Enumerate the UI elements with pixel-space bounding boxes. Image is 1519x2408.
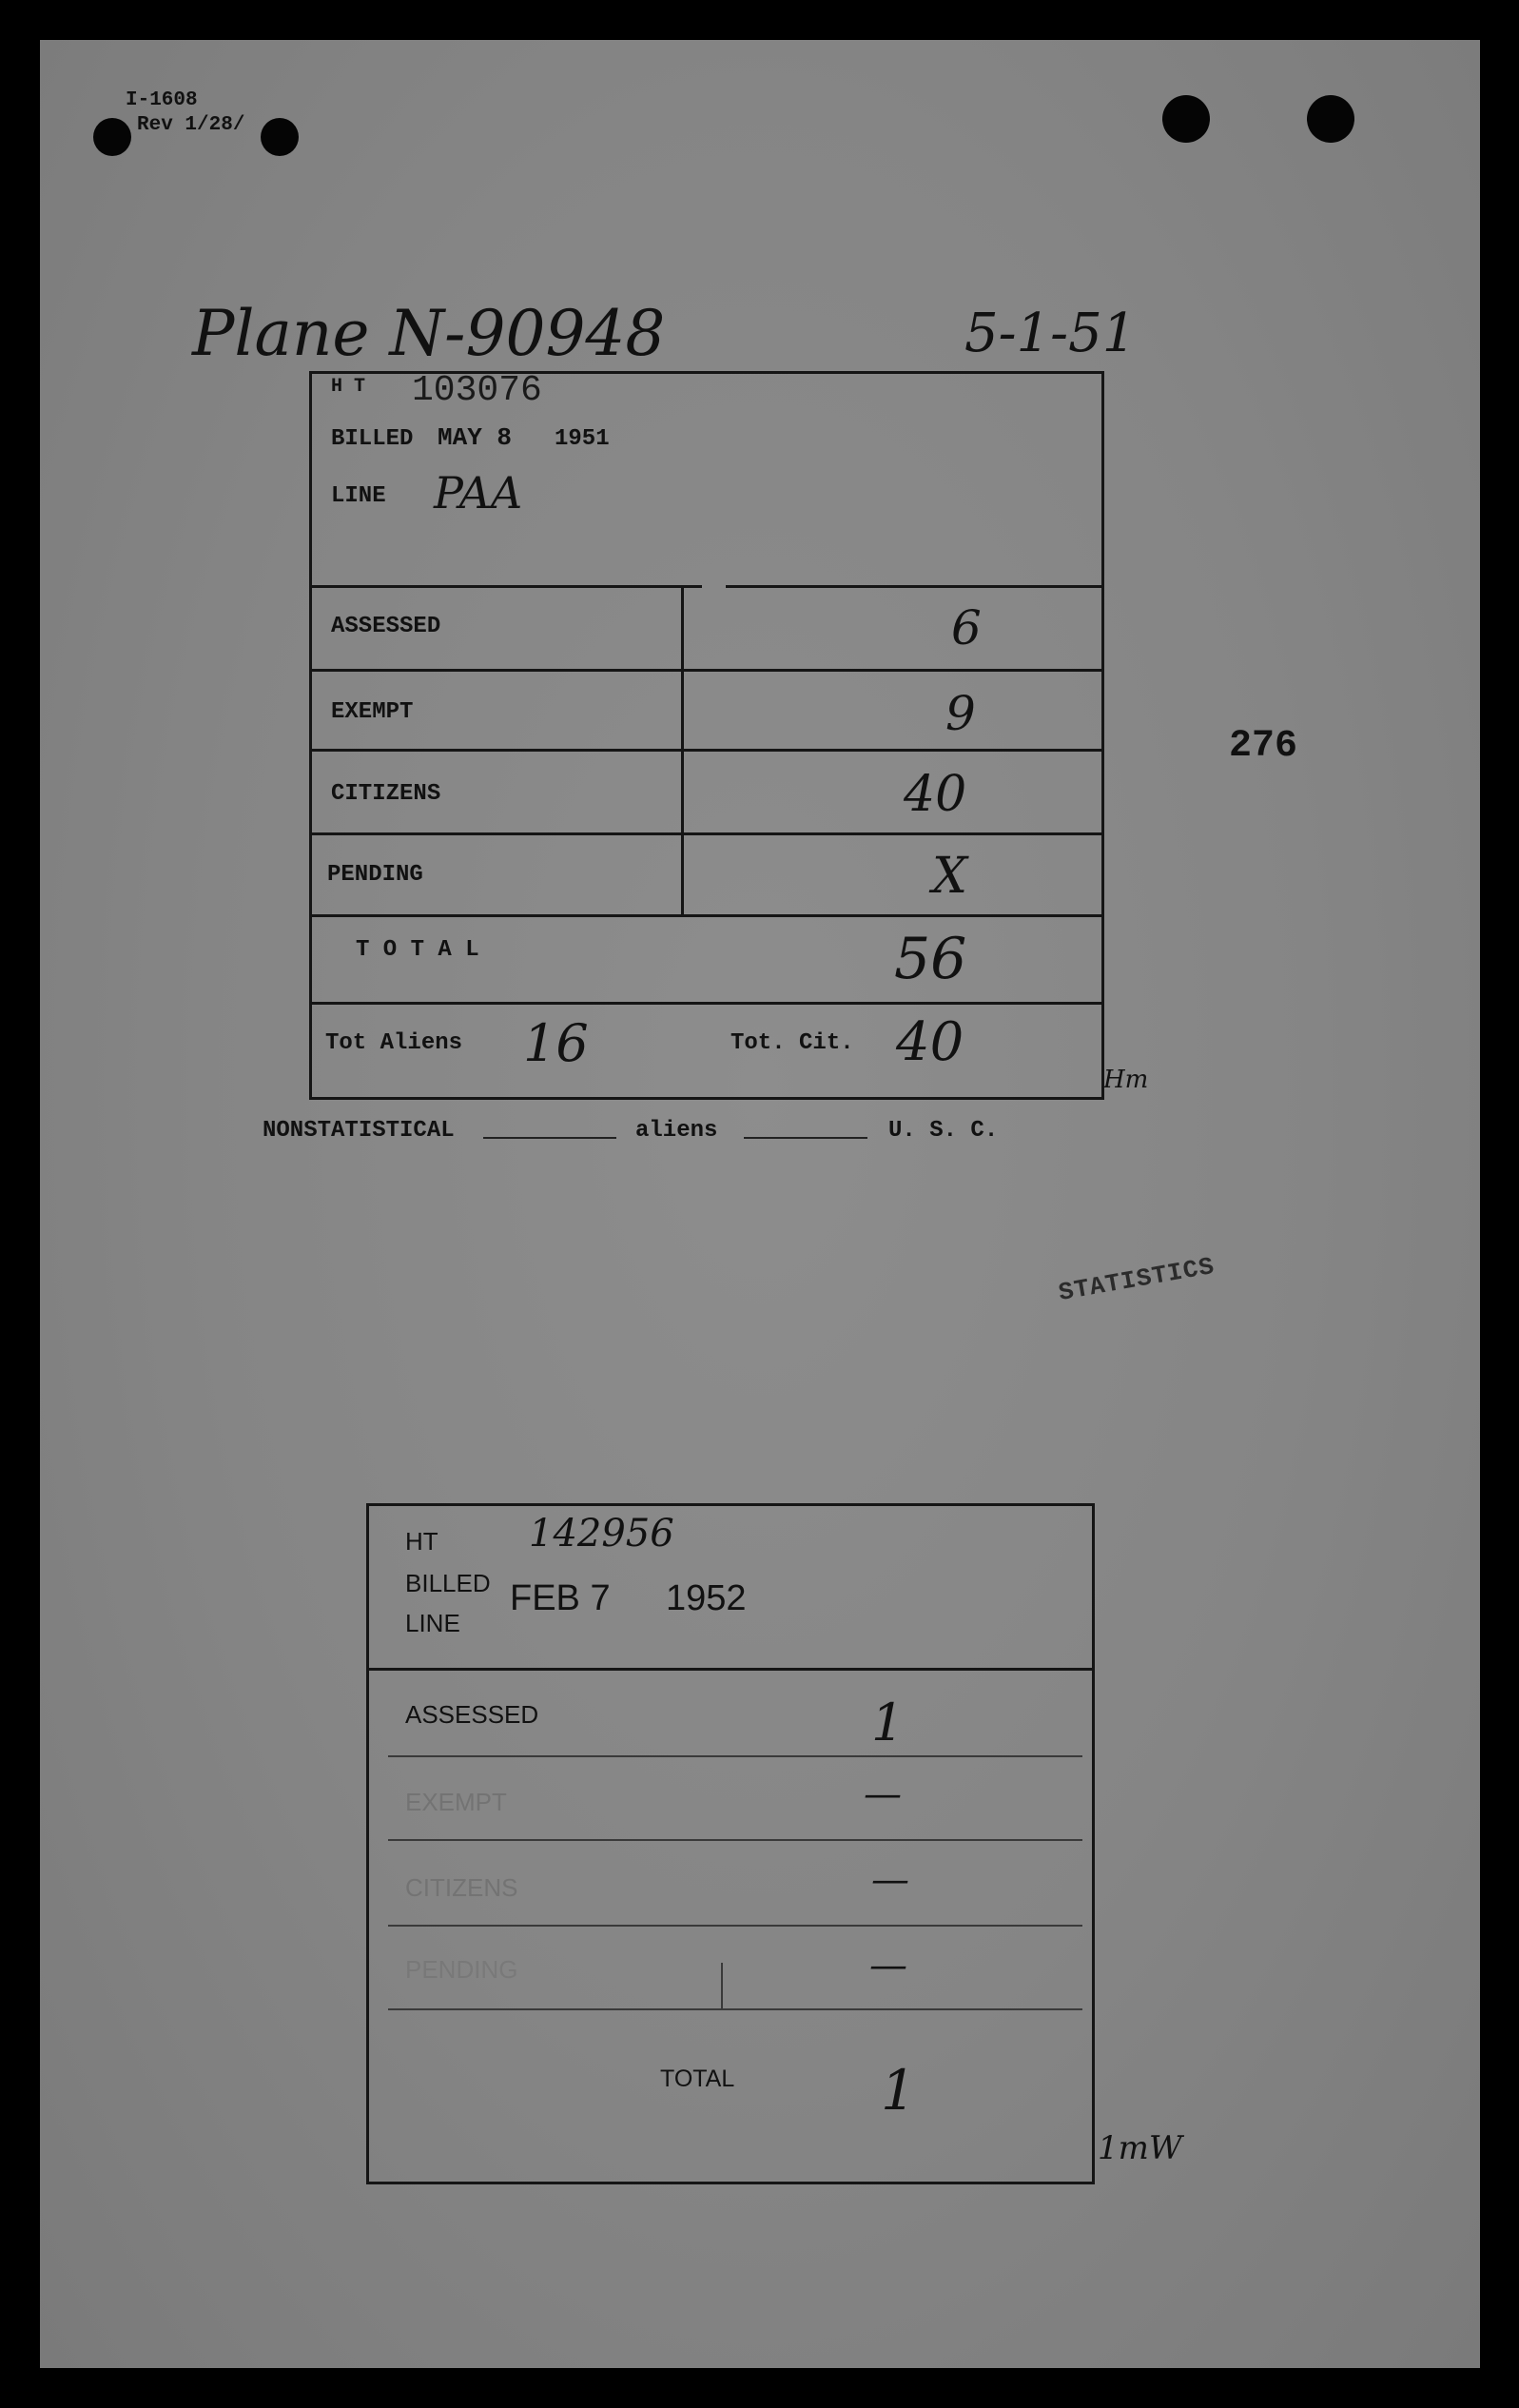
row-label-assessed: ASSESSED [405,1700,539,1729]
row-value-citizens: 40 [904,766,967,823]
row-label-exempt: EXEMPT [405,1788,507,1816]
row-value-exempt: — [864,1772,902,1816]
tot-cit-label: Tot. Cit. [730,1030,854,1056]
tot-aliens-label: Tot Aliens [325,1030,463,1056]
page-number: 276 [1229,725,1298,768]
punch-hole-left-2 [261,118,299,156]
row-label-citizens: CITIZENS [331,781,441,807]
statistics-card-1952 [366,1503,1095,2184]
line-label: LINE [331,483,386,509]
billed-label: BILLED [331,426,414,452]
divider [312,914,1101,917]
ht-label: H T [331,376,366,398]
divider [312,832,1101,835]
document-date: 5-1-51 [964,303,1137,364]
punch-hole-right-2 [1307,95,1354,143]
usc-label: U. S. C. [888,1118,999,1144]
row-value-exempt: 9 [945,686,976,741]
card-1951-initials: Hm [1103,1066,1149,1094]
row-value-citizens: — [871,1858,909,1902]
billed-label: BILLED [405,1569,491,1597]
row-value-assessed: 6 [951,600,982,656]
statistics-card-1951 [309,371,1104,1100]
divider [312,669,1101,672]
row-value-assessed: 1 [871,1693,905,1752]
statistics-stamp: STATISTICS [1056,1251,1217,1308]
card-1952-initials: 1mW [1098,2129,1182,2167]
row-label-assessed: ASSESSED [331,614,441,639]
total-value: 56 [894,926,967,992]
ht-number: 103076 [412,370,542,411]
total-label: T O T A L [356,937,479,963]
row-value-pending: — [869,1944,907,1987]
nonstatistical-blank [483,1137,616,1139]
row-label-pending: PENDING [327,862,423,888]
row-label-citizens: CITIZENS [405,1873,518,1902]
tot-cit-value: 40 [896,1011,964,1073]
punch-hole-right-1 [1162,95,1210,143]
row-label-exempt: EXEMPT [331,699,414,725]
column-divider [721,1963,723,2008]
line-value: PAA [434,467,523,519]
divider [726,585,1101,588]
divider [388,1925,1082,1927]
row-value-pending: X [932,848,968,905]
ht-label: HT [405,1527,438,1556]
billed-date: FEB 7 [510,1578,611,1618]
row-label-pending: PENDING [405,1955,518,1984]
aliens-label: aliens [635,1118,718,1144]
divider [388,1755,1082,1757]
punch-hole-left [93,118,131,156]
form-revision: Rev 1/28/ [137,114,245,136]
total-label: TOTAL [660,2065,735,2092]
divider [312,585,702,588]
plane-label: Plane N-90948 [192,297,666,370]
tot-aliens-value: 16 [523,1013,589,1073]
billed-year: 1952 [666,1578,747,1618]
divider [312,1002,1101,1005]
divider [312,749,1101,752]
divider [369,1668,1092,1671]
billed-year: 1951 [555,426,610,452]
billed-date: MAY 8 [438,423,513,452]
total-value: 1 [881,2058,916,2123]
line-label: LINE [405,1609,460,1637]
divider [388,1839,1082,1841]
ht-number: 142956 [529,1512,674,1556]
form-number: I-1608 [126,89,198,111]
nonstatistical-label: NONSTATISTICAL [263,1118,455,1144]
aliens-blank [744,1137,867,1139]
divider [388,2008,1082,2010]
